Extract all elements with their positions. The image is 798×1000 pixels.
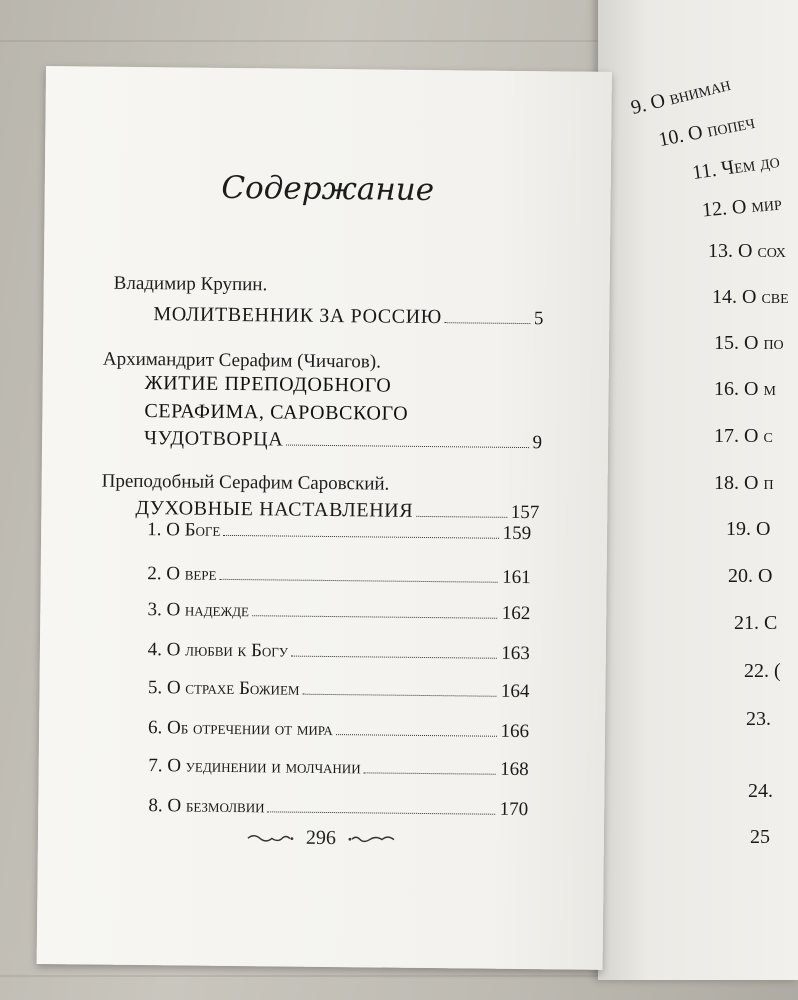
leader-dots [445, 321, 530, 324]
page-footer [38, 824, 604, 853]
chapter-page-number: 161 [502, 566, 531, 589]
chapter-entry[interactable] [148, 639, 530, 665]
right-page-entry: 11. Чем до [690, 149, 781, 185]
entry-author: Преподобный Серафим Саровский. [101, 470, 390, 495]
chapter-title: 6. Об отречении от мира [147, 717, 333, 741]
right-page-entry: 18. О п [714, 472, 774, 494]
leader-dots [223, 534, 498, 539]
entry-author: Владимир Крупин. [113, 272, 268, 296]
right-page-entry: 14. О све [712, 286, 789, 308]
chapter-page-number: 166 [500, 720, 530, 743]
chapter-page-number: 164 [500, 680, 530, 703]
page-number: 296 [305, 826, 337, 850]
right-page-entry: 23. [746, 708, 771, 730]
right-page-entry: 22. ( [744, 660, 781, 682]
chapter-title: 4. О любви к Богу [147, 639, 289, 662]
leader-dots [286, 444, 528, 449]
chapter-title: 1. О Боге [147, 519, 221, 541]
right-page-entry: 10. О попеч [656, 110, 757, 152]
toc-entry[interactable] [144, 427, 542, 454]
chapter-page-number: 170 [499, 798, 529, 821]
right-page-entry: 19. О [726, 518, 771, 540]
left-page [37, 66, 612, 970]
toc-entry-title: ЖИТИЕ ПРЕПОДОБНОГО [144, 372, 392, 397]
ornament-right-icon [348, 833, 396, 846]
chapter-title: 5. О страхе Божием [147, 677, 300, 700]
page-title: Содержание [221, 169, 435, 209]
right-page-entry: 13. О сох [708, 240, 786, 262]
right-page-entry: 9. О вниман [628, 73, 733, 119]
leader-dots [364, 771, 497, 774]
chapter-entry[interactable] [147, 599, 530, 625]
chapter-page-number: 163 [501, 642, 530, 665]
ornament-left-icon [246, 832, 294, 845]
leader-dots [336, 733, 497, 737]
chapter-title: 7. О уединении и молчании [148, 755, 361, 779]
chapter-entry[interactable] [148, 755, 529, 781]
right-page [598, 0, 798, 980]
right-page-entry: 24. [748, 780, 773, 802]
chapter-title: 2. О вере [147, 563, 217, 585]
entry-author: Архимандрит Серафим (Чичагов). [102, 348, 382, 373]
chapter-title: 8. О безмолвии [148, 795, 265, 818]
chapter-title: 3. О надежде [147, 599, 250, 622]
chapter-entry[interactable] [147, 519, 531, 545]
right-page-entry: 20. О [728, 565, 773, 587]
leader-dots [416, 515, 507, 518]
toc-entry-title: ДУХОВНЫЕ НАСТАВЛЕНИЯ [135, 496, 414, 522]
toc-entry-title: ЧУДОТВОРЦА [143, 427, 284, 451]
right-page-entry: 15. О по [714, 332, 784, 354]
right-page-entry: 21. С [734, 612, 778, 634]
toc-entry[interactable] [153, 303, 543, 330]
chapter-entry[interactable] [148, 677, 530, 703]
right-page-entry: 25 [750, 826, 770, 848]
toc-page-number: 9 [532, 432, 543, 454]
toc-page-number: 157 [510, 501, 540, 524]
right-page-entry: 12. О мир [701, 192, 783, 222]
chapter-page-number: 162 [501, 602, 531, 625]
chapter-page-number: 168 [500, 758, 529, 781]
leader-dots [252, 614, 498, 619]
leader-dots [219, 578, 498, 583]
right-page-entry: 17. О с [714, 425, 773, 447]
chapter-entry[interactable] [148, 717, 529, 743]
right-page-entry: 16. О м [714, 378, 776, 400]
toc-entry-title: СЕРАФИМА, САРОВСКОГО [144, 400, 409, 425]
chapter-entry[interactable] [147, 563, 531, 589]
toc-page-number: 5 [533, 308, 544, 330]
leader-dots [291, 655, 497, 659]
chapter-entry[interactable] [148, 795, 528, 821]
toc-entry-title: МОЛИТВЕННИК ЗА РОССИЮ [153, 303, 442, 329]
leader-dots [302, 693, 496, 697]
leader-dots [268, 810, 496, 814]
chapter-page-number: 159 [502, 522, 532, 545]
